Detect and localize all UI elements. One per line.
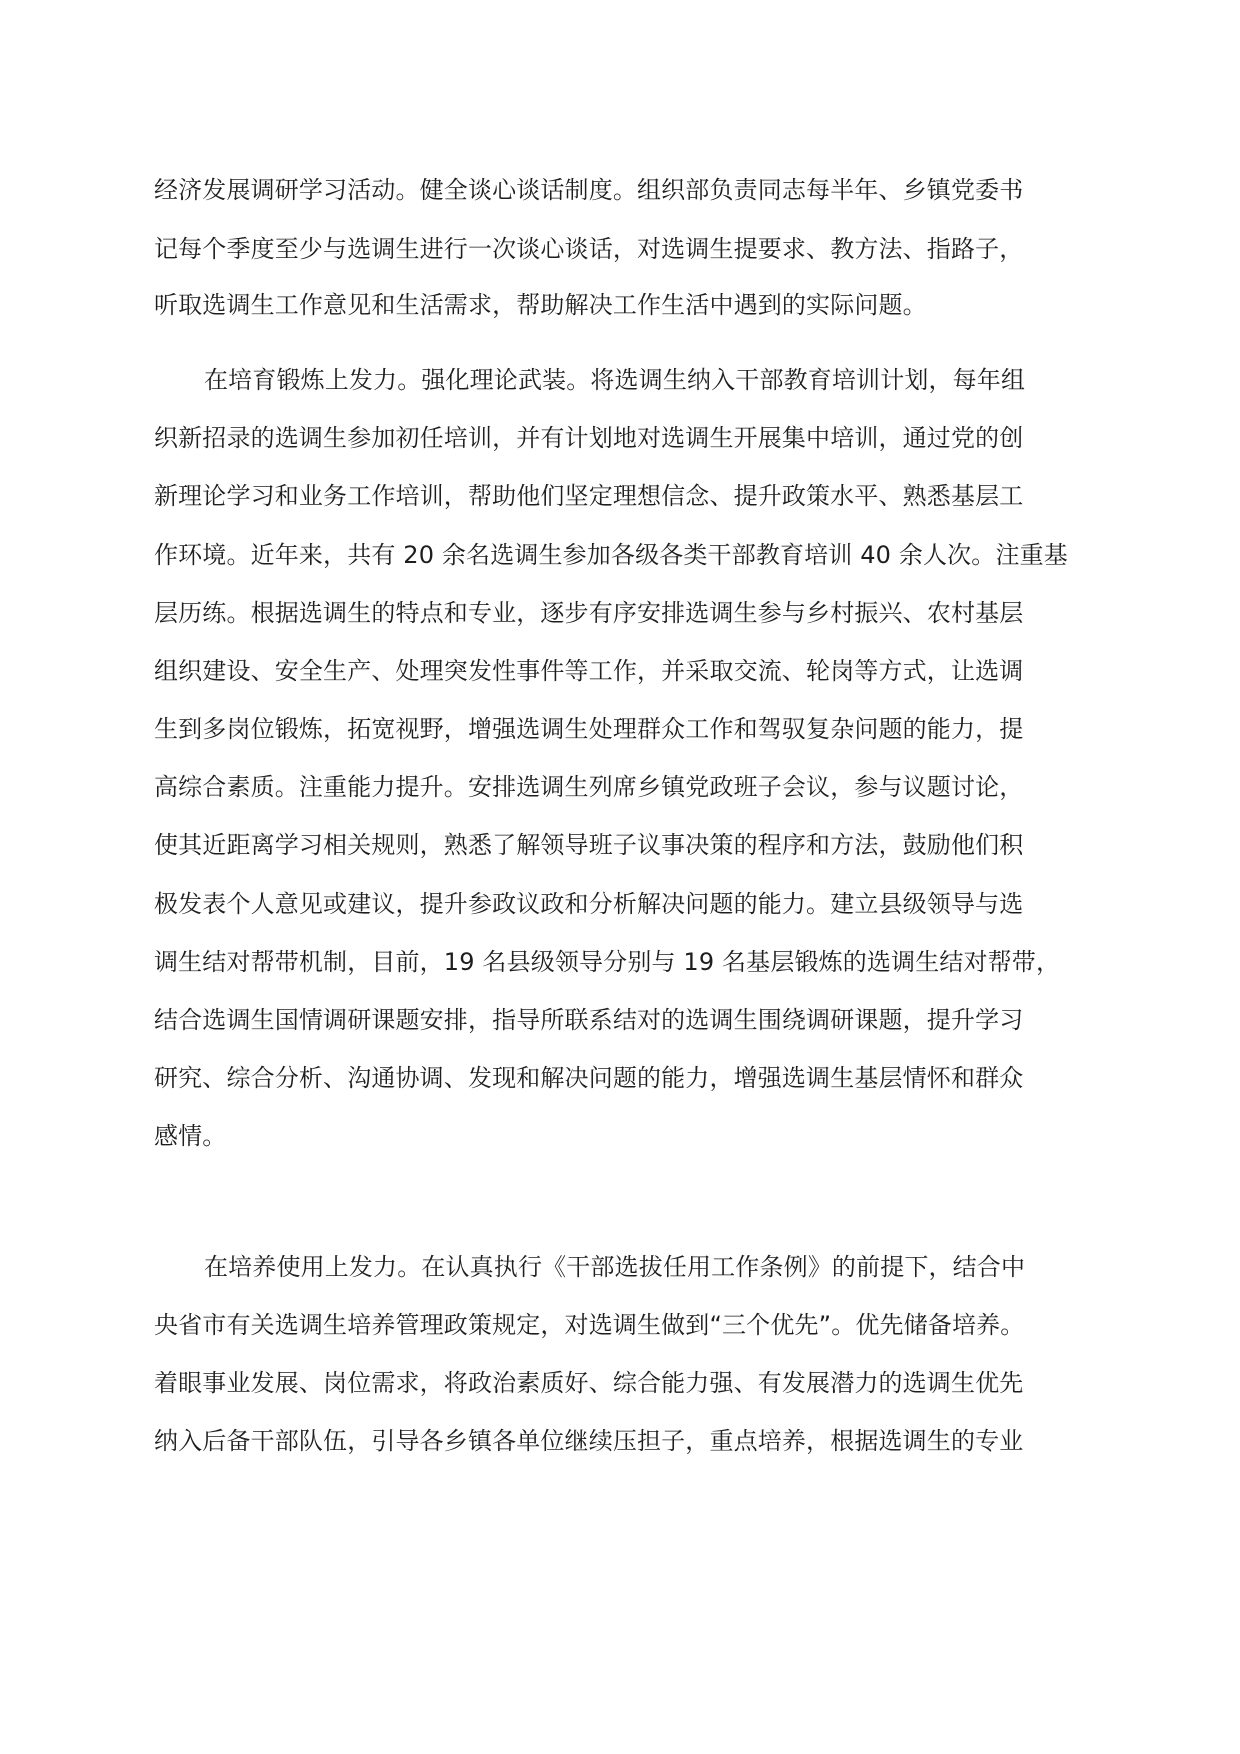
- text-line: 感情。: [154, 1122, 227, 1150]
- text-line: 新理论学习和业务工作培训，帮助他们坚定理想信念、提升政策水平、熟悉基层工: [154, 482, 1024, 510]
- text-line: 层历练。根据选调生的特点和专业，逐步有序安排选调生参与乡村振兴、农村基层: [154, 599, 1024, 627]
- text-line: 高综合素质。注重能力提升。安排选调生列席乡镇党政班子会议，参与议题讨论，: [154, 773, 1024, 801]
- text-line: [154, 1172, 1094, 1212]
- text-line: 纳入后备干部队伍，引导各乡镇各单位继续压担子，重点培养，根据选调生的专业: [154, 1427, 1024, 1455]
- text-line: 组织建设、安全生产、处理突发性事件等工作，并采取交流、轮岗等方式，让选调: [154, 657, 1024, 685]
- text-line: 在培养使用上发力。在认真执行《干部选拔任用工作条例》的前提下，结合中: [204, 1253, 1026, 1281]
- text-line: 听取选调生工作意见和生活需求，帮助解决工作生活中遇到的实际问题。: [154, 291, 927, 319]
- text-line: 极发表个人意见或建议，提升参政议政和分析解决问题的能力。建立县级领导与选: [154, 890, 1024, 918]
- text-line: 生到多岗位锻炼，拓宽视野，增强选调生处理群众工作和驾驭复杂问题的能力，提: [154, 715, 1024, 743]
- text-line: 使其近距离学习相关规则，熟悉了解领导班子议事决策的程序和方法，鼓励他们积: [154, 831, 1024, 859]
- text-line: 记每个季度至少与选调生进行一次谈心谈话，对选调生提要求、教方法、指路子，: [154, 235, 1024, 263]
- text-line: 在培育锻炼上发力。强化理论武装。将选调生纳入干部教育培训计划，每年组: [204, 366, 1026, 394]
- text-line: 研究、综合分析、沟通协调、发现和解决问题的能力，增强选调生基层情怀和群众: [154, 1064, 1024, 1092]
- text-line: 经济发展调研学习活动。健全谈心谈话制度。组织部负责同志每半年、乡镇党委书: [154, 176, 1024, 204]
- text-line: 结合选调生国情调研课题安排，指导所联系结对的选调生围绕调研课题，提升学习: [154, 1006, 1024, 1034]
- text-line: 调生结对帮带机制，目前，19 名县级领导分别与 19 名基层锻炼的选调生结对帮带，: [154, 948, 1061, 976]
- text-line: 作环境。近年来，共有 20 余名选调生参加各级各类干部教育培训 40 余人次。注重基: [154, 541, 1068, 569]
- text-line: 央省市有关选调生培养管理政策规定，对选调生做到“三个优先”。优先储备培养。: [154, 1311, 1025, 1339]
- text-line: 着眼事业发展、岗位需求，将政治素质好、综合能力强、有发展潜力的选调生优先: [154, 1369, 1024, 1397]
- text-line: 织新招录的选调生参加初任培训，并有计划地对选调生开展集中培训，通过党的创: [154, 424, 1024, 452]
